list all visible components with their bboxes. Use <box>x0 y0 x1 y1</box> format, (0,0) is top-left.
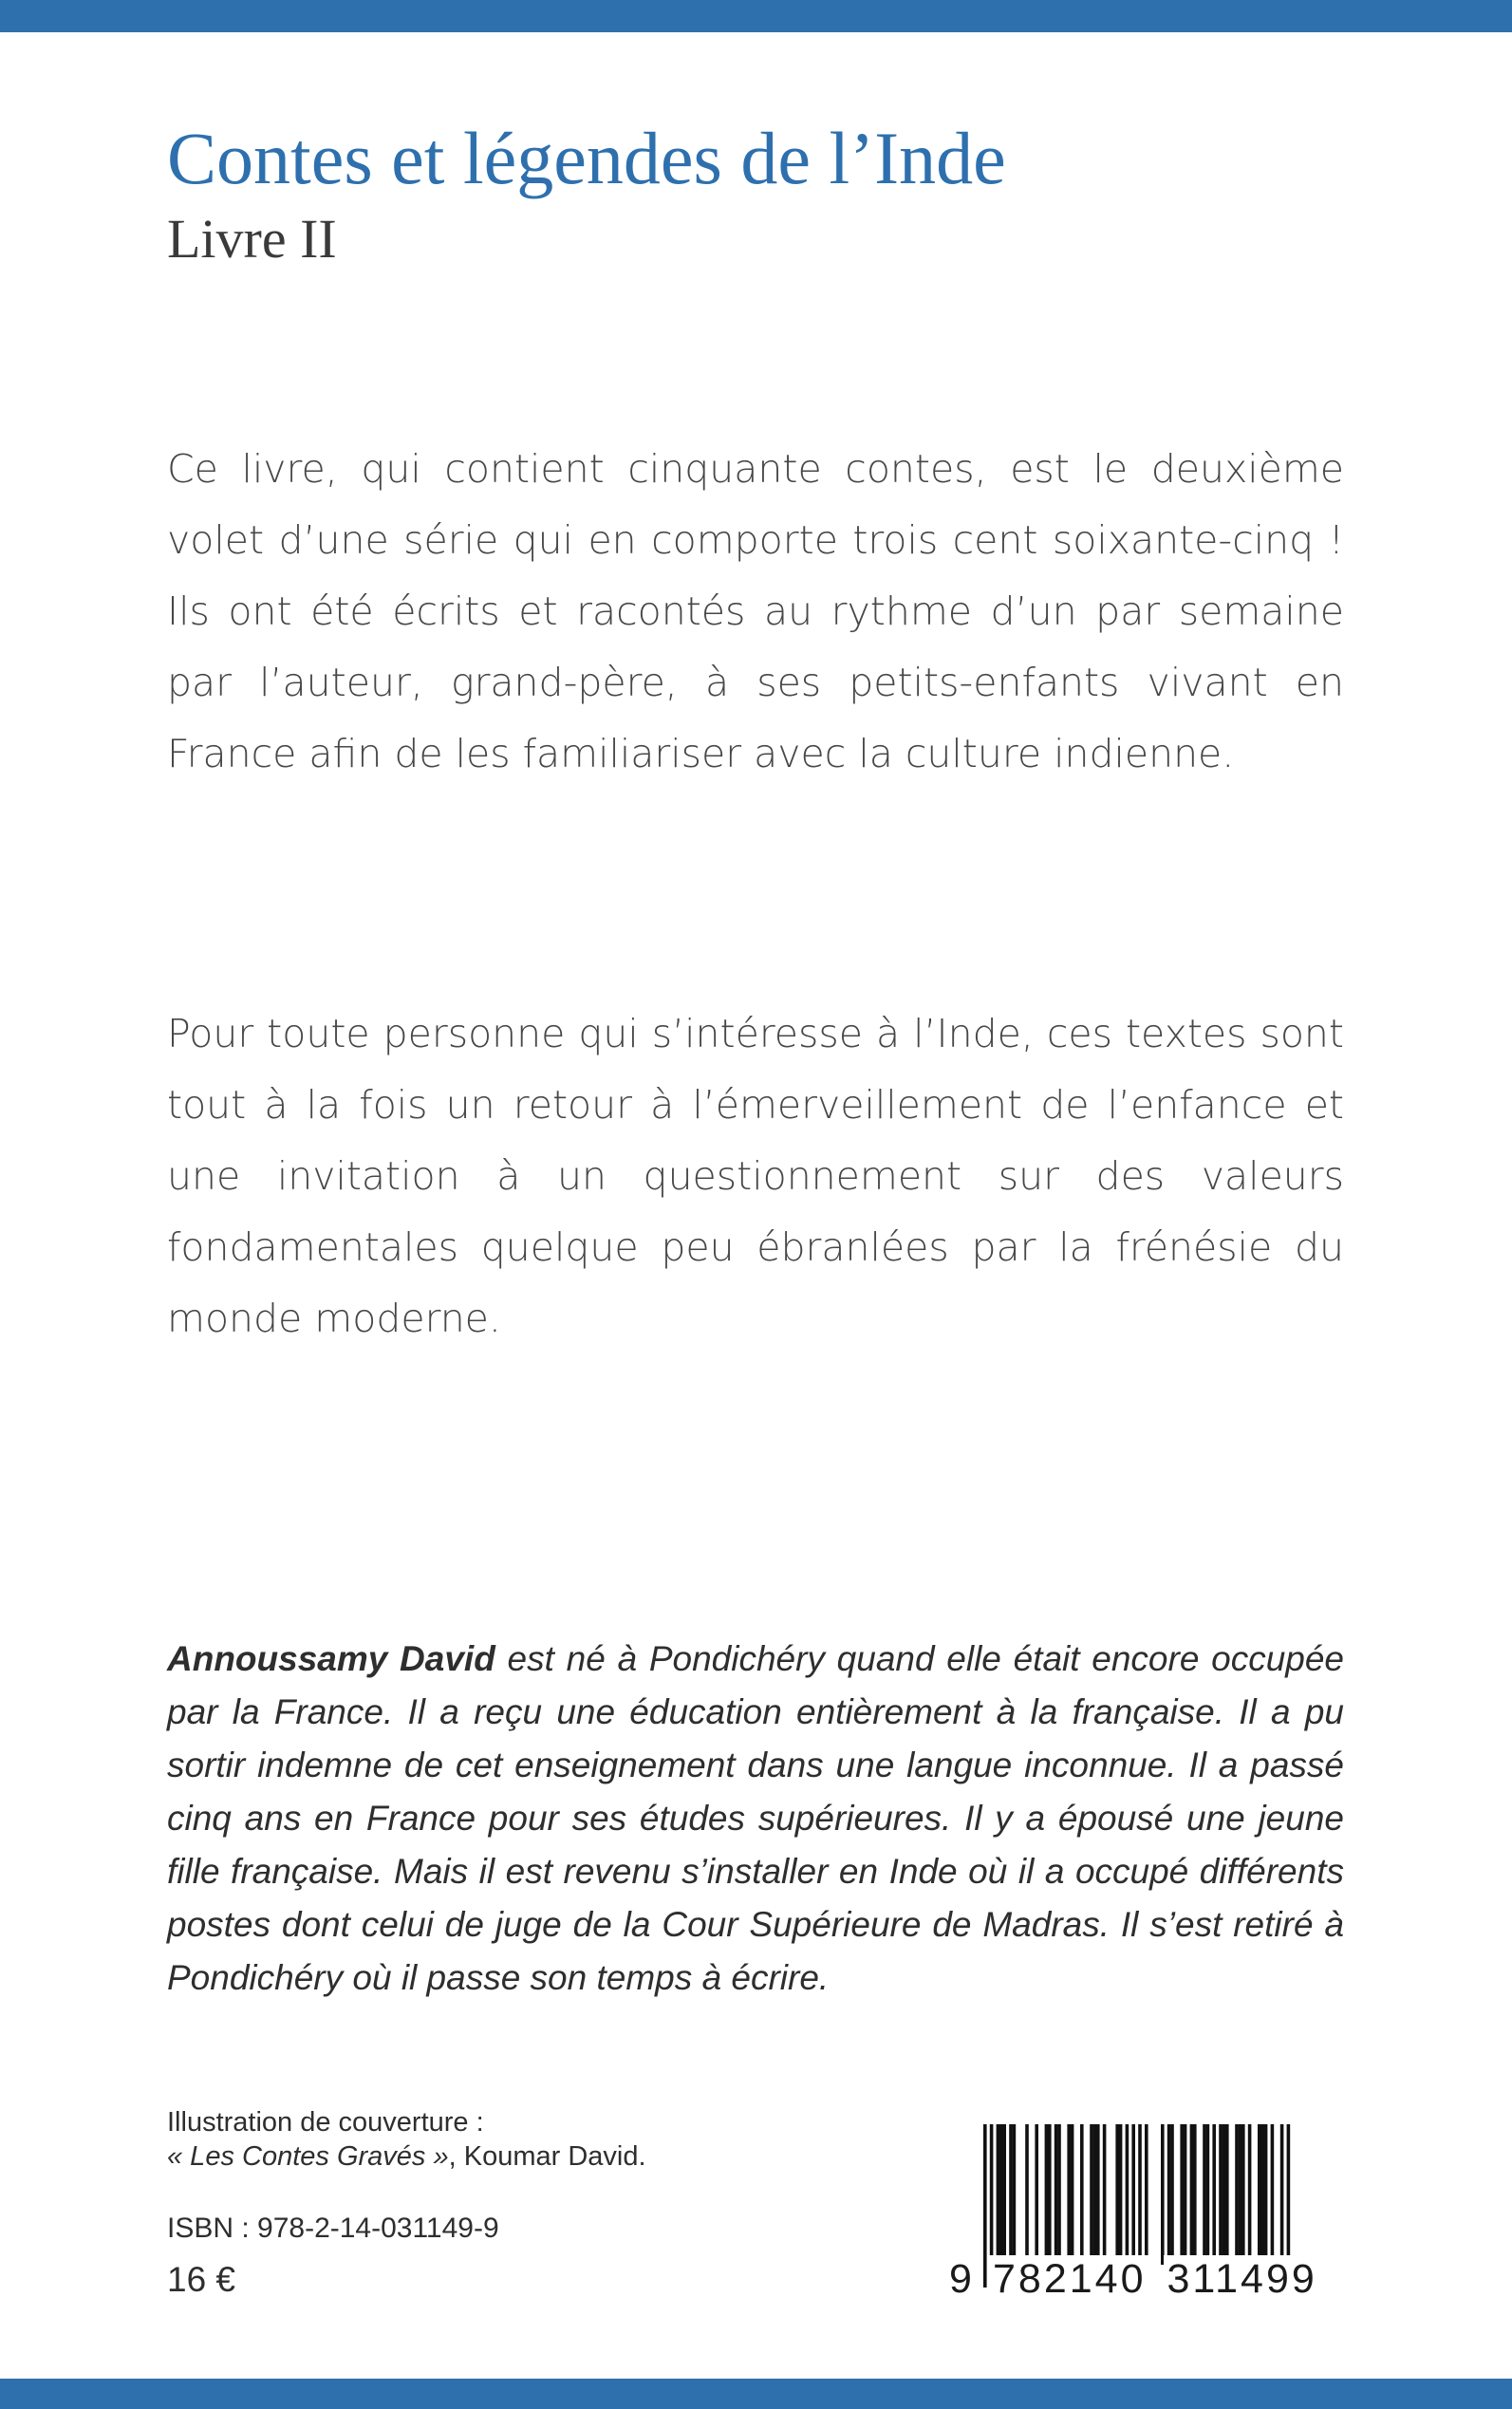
bottom-color-band <box>0 2379 1512 2409</box>
barcode-bar <box>1241 2124 1245 2265</box>
barcode-bar <box>1206 2124 1210 2265</box>
blurb-paragraph: Ce livre, qui contient cinquante contes, est le deuxième volet d’une série qui en comporte trois cent soixante-cinq ! Ils ont été écrits et racontés au rythme d’un par semaine par l’auteur, grand-père, à ses petits-enfants vivant en France afin de les familiariser avec la culture indienne. <box>167 446 1344 776</box>
barcode-bar <box>1013 2124 1017 2265</box>
barcode-bar <box>1235 2124 1239 2265</box>
barcode-bar <box>1045 2124 1049 2265</box>
barcode-bar <box>1035 2124 1038 2265</box>
price: 16 € <box>167 2260 236 2299</box>
barcode-lead-digit: 9 <box>949 2256 972 2302</box>
book-title: Contes et légendes de l’Inde <box>167 117 1006 199</box>
barcode-bar <box>1048 2124 1052 2265</box>
barcode-digit-group: 782140 <box>989 2255 1150 2303</box>
barcode-bar <box>1167 2124 1171 2265</box>
barcode-bar <box>1096 2124 1100 2265</box>
barcode-bar <box>1055 2124 1058 2265</box>
barcode-bar <box>1025 2124 1029 2265</box>
credit-label: Illustration de couverture : <box>167 2107 484 2138</box>
barcode-digits <box>949 2255 1325 2303</box>
barcode-bar <box>1264 2124 1268 2265</box>
barcode-bar <box>997 2124 1000 2265</box>
barcode-bar <box>1071 2124 1074 2265</box>
author-biography <box>167 1633 1344 2005</box>
author-bio-text: est né à Pondichéry quand elle était encore occupée par la France. Il a reçu une éducation entièrement à la française. Il a pu sortir indemne de cet enseignement dans une langue inconnue. Il a passé cinq ans en France pour ses études supérieures. Il y a épousé une jeune fille française. Mais il est revenu s’installer en Inde où il a occupé différents postes dont celui de juge de la Cour Supérieure de Madras. Il s’est retiré à Pondichéry où il passe son temps à écrire. <box>167 1639 1345 1997</box>
barcode-bar <box>1067 2124 1071 2265</box>
blurb-paragraph: Pour toute personne qui s’intéresse à l’Inde, ces textes sont tout à la fois un retour à l’émerveillement de l’enfance et une invitation à un questionnement sur des valeurs fondamentales quelque peu ébranlées par la frénésie du monde moderne. <box>167 1011 1344 1341</box>
top-color-band <box>0 0 1512 32</box>
barcode-bar <box>1184 2124 1187 2265</box>
barcode-bar <box>1223 2124 1226 2265</box>
barcode-bar <box>1239 2124 1242 2265</box>
barcode-bar <box>1190 2124 1194 2265</box>
book-subtitle: Livre II <box>167 208 337 270</box>
barcode-bar <box>1090 2124 1093 2265</box>
barcode-bar <box>1212 2124 1216 2265</box>
barcode-bar <box>1161 2124 1165 2265</box>
credit-work-title: « Les Contes Gravés » <box>167 2141 449 2172</box>
barcode-bar <box>1115 2124 1119 2265</box>
barcode-bar <box>1219 2124 1223 2265</box>
barcode-bar <box>1145 2124 1148 2265</box>
barcode-bar <box>1258 2124 1261 2265</box>
barcode-bar <box>1080 2124 1084 2265</box>
barcode-bar <box>1225 2124 1229 2265</box>
author-name: Annoussamy David <box>167 1639 495 1678</box>
barcode-bar <box>1103 2124 1107 2265</box>
barcode-bar <box>1119 2124 1123 2265</box>
barcode-bar <box>1009 2124 1013 2265</box>
barcode-bar <box>1180 2124 1184 2265</box>
barcode-bar <box>1093 2124 1097 2265</box>
isbn-number: ISBN : 978-2-14-031149-9 <box>167 2213 499 2244</box>
barcode-bar <box>1203 2124 1206 2265</box>
barcode-bar <box>1057 2124 1061 2265</box>
barcode-bar <box>1002 2124 1006 2265</box>
credit-artist: , Koumar David. <box>448 2141 646 2172</box>
barcode-bar <box>1248 2124 1252 2265</box>
barcode-bar <box>1170 2124 1174 2265</box>
barcode-bar <box>1260 2124 1264 2265</box>
cover-illustration-credit <box>167 2105 646 2174</box>
barcode-bar <box>1193 2124 1197 2265</box>
barcode-bar <box>1271 2124 1275 2265</box>
barcode-bar <box>999 2124 1003 2265</box>
barcode-bar <box>1126 2124 1129 2265</box>
barcode-digit-group: 311499 <box>1164 2255 1321 2303</box>
